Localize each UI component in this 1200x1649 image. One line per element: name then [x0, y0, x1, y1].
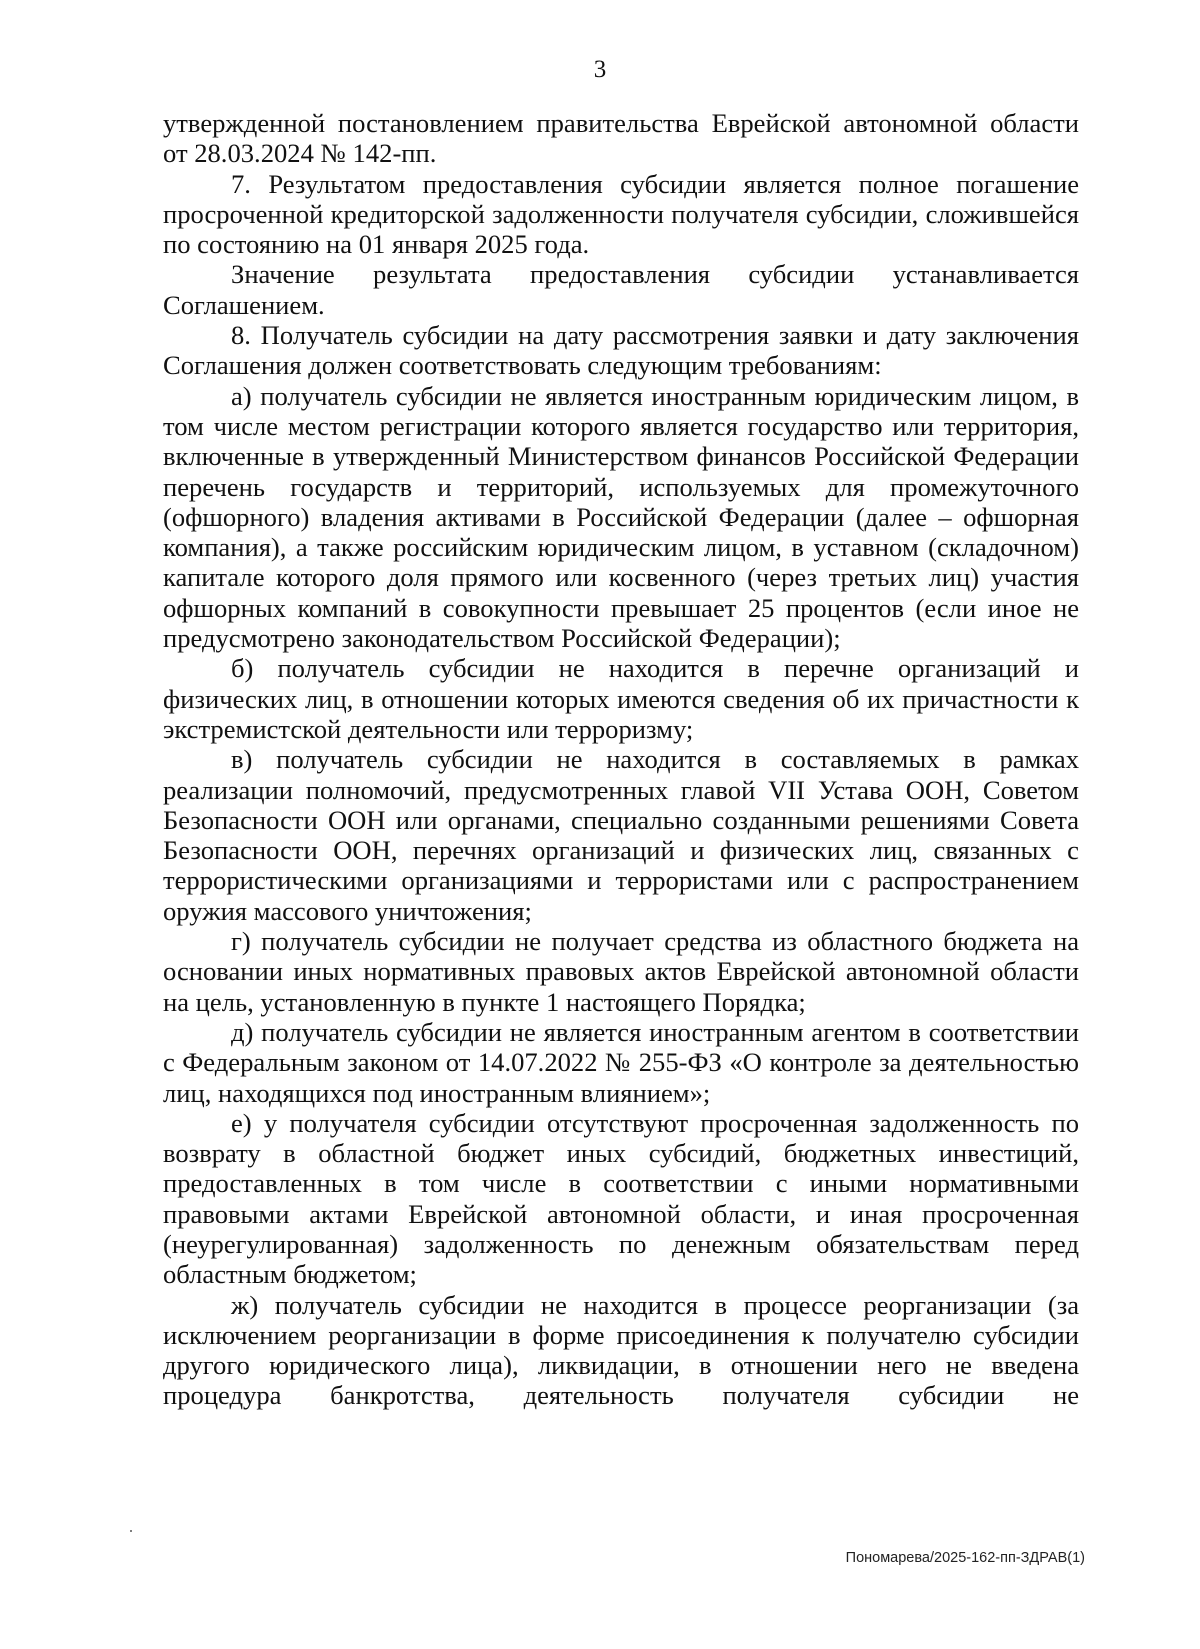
subparagraph-d: д) получатель субсидии не является иностранным агентом в соответствии с Федеральным законом от 14.07.2022 № 255-ФЗ «О контроле за деятельностью лиц, находящихся под иностранным влиянием»;	[163, 1016, 1079, 1108]
subparagraph-zh: ж) получатель субсидии не находится в процессе реорганизации (за исключением реорганизации в форме присоединения к получателю субсидии другого юридического лица), ликвидации, в отношении него не введена процедура банкротства, деятельность получателя субсидии не	[163, 1289, 1079, 1411]
subparagraph-a: а) получатель субсидии не является иностранным юридическим лицом, в том числе местом регистрации которого является государство или территория, включенные в утвержденный Министерством финансов Российской Федерации перечень государств и территорий, используемых для промежуточного (офшорного) владения активами в Российской Федерации (далее – офшорная компания), а также российским юридическим лицом, в уставном (складочном) капитале которого доля прямого или косвенного (через третьих лиц) участия офшорных компаний в совокупности превышает 25 процентов (если иное не предусмотрено законодательством Российской Федерации);	[163, 380, 1079, 654]
document-body	[163, 108, 1079, 1411]
scan-artifact-dot	[130, 1530, 132, 1532]
subparagraph-v: в) получатель субсидии не находится в составляемых в рамках реализации полномочий, предусмотренных главой VII Устава ООН, Советом Безопасности ООН или органами, специально созданными решениями Совета Безопасности ООН, перечнях организаций и физических лиц, связанных с террористическими организациями и террористами или с распространением оружия массового уничтожения;	[163, 744, 1079, 926]
subparagraph-g: г) получатель субсидии не получает средства из областного бюджета на основании иных нормативных правовых актов Еврейской автономной области на цель, установленную в пункте 1 настоящего Порядка;	[163, 926, 1079, 1017]
subparagraph-e: е) у получателя субсидии отсутствуют просроченная задолженность по возврату в областной бюджет иных субсидий, бюджетных инвестиций, предоставленных в том числе в соответствии с иными нормативными правовыми актами Еврейской автономной области, и иная просроченная (неурегулированная) задолженность по денежным обязательствам перед областным бюджетом;	[163, 1107, 1079, 1290]
subparagraph-b: б) получатель субсидии не находится в перечне организаций и физических лиц, в отношении которых имеются сведения об их причастности к экстремистской деятельности или терроризму;	[163, 653, 1079, 744]
paragraph-result-value: Значение результата предоставления субсидии устанавливается Соглашением.	[163, 259, 1079, 320]
paragraph-continuation: утвержденной постановлением правительства Еврейской автономной области от 28.03.2024 № 142-пп.	[163, 108, 1079, 169]
document-footer-reference: Пономарева/2025-162-пп-ЗДРАВ(1)	[845, 1550, 1085, 1566]
paragraph-item-7: 7. Результатом предоставления субсидии является полное погашение просроченной кредиторской задолженности получателя субсидии, сложившейся по состоянию на 01 января 2025 года.	[163, 168, 1079, 260]
paragraph-item-8: 8. Получатель субсидии на дату рассмотрения заявки и дату заключения Соглашения должен соответствовать следующим требованиям:	[163, 320, 1079, 381]
page-number: 3	[593, 56, 607, 83]
